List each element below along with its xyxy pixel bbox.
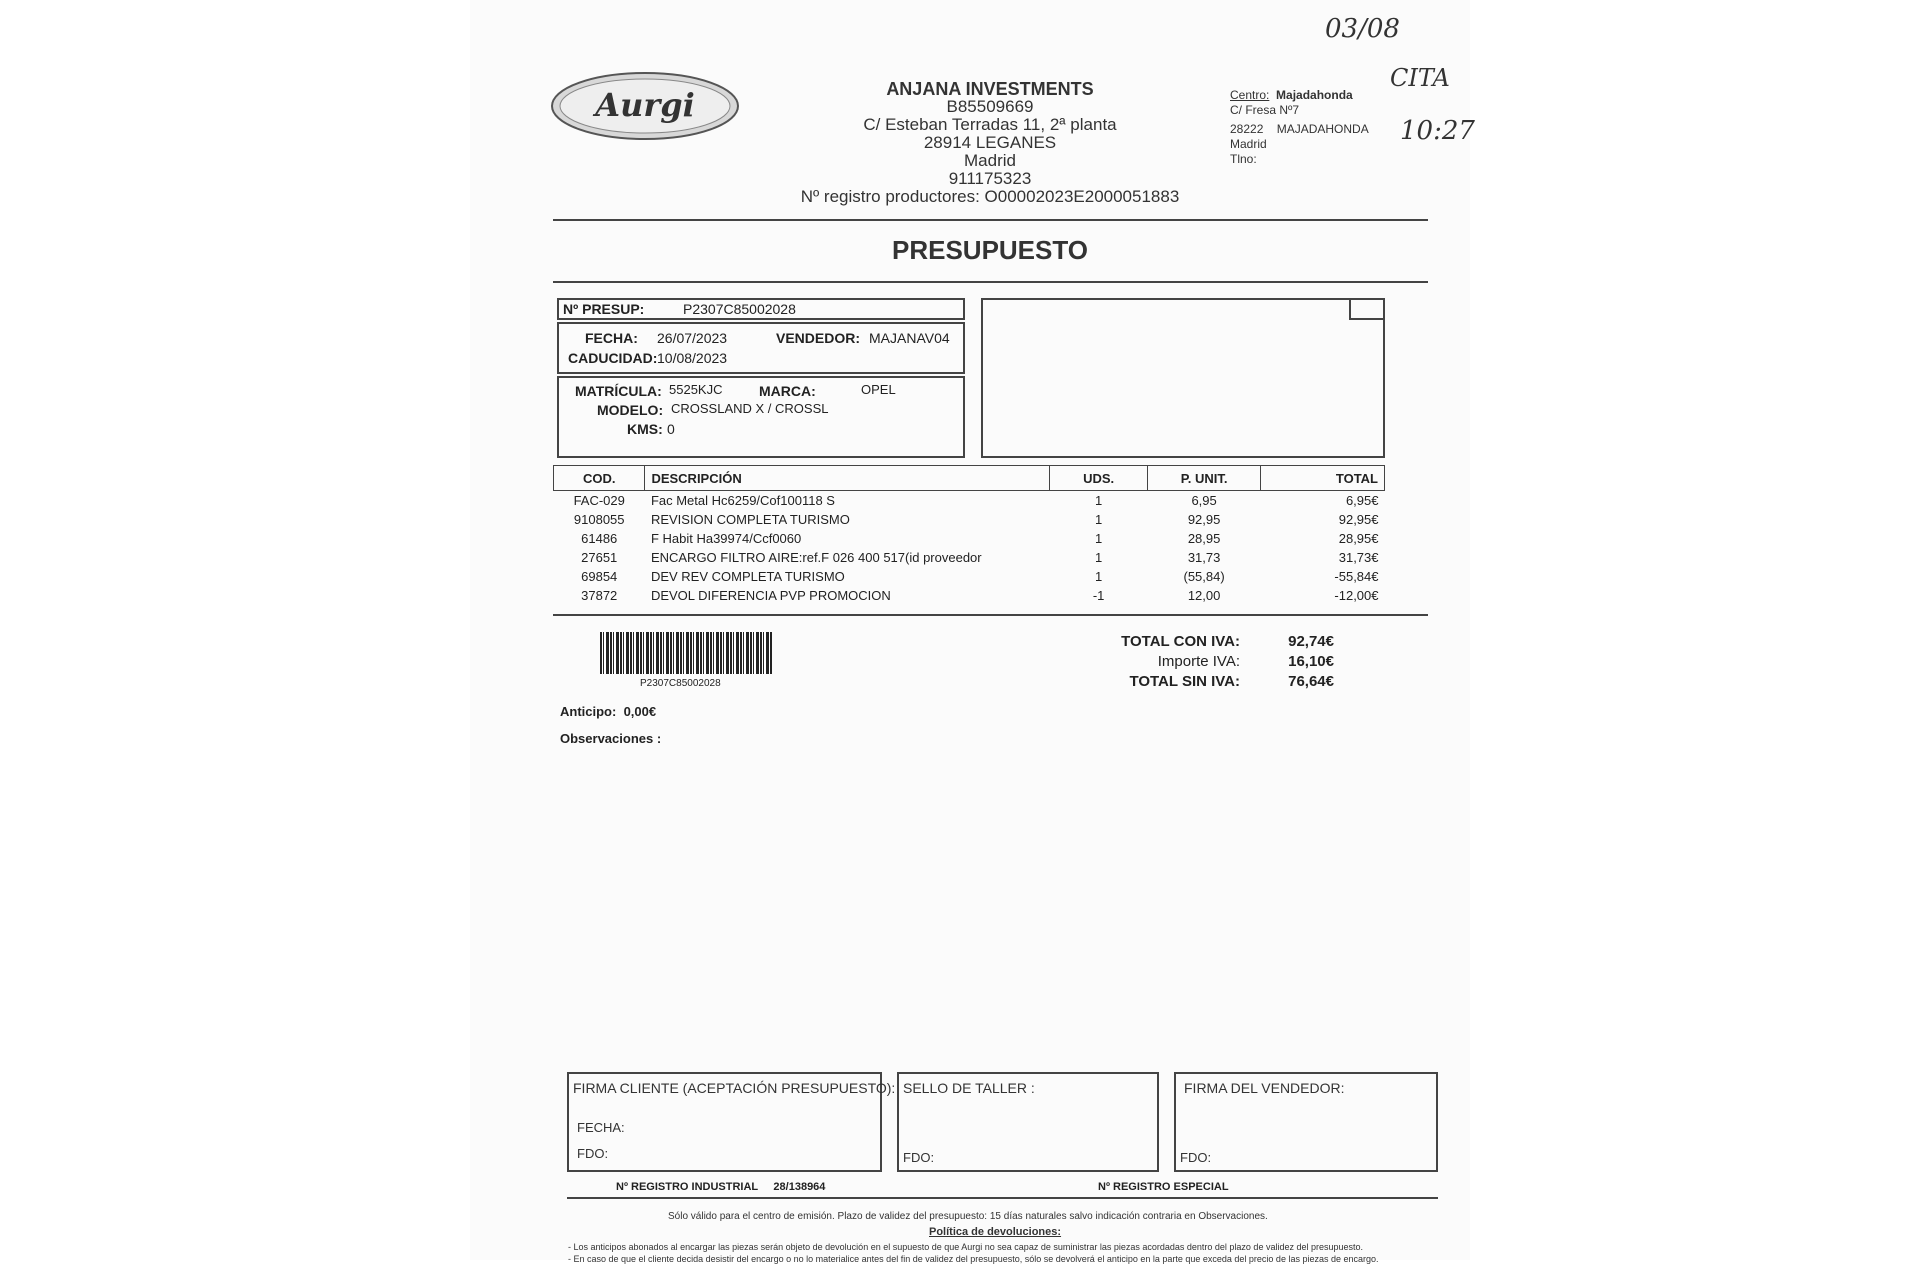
barcode — [600, 632, 772, 674]
barcode-text: P2307C85002028 — [640, 678, 721, 689]
cell-desc: F Habit Ha39974/Ccf0060 — [650, 531, 802, 546]
client-fdo-label: FDO: — [577, 1146, 609, 1161]
items-table — [553, 465, 1385, 605]
workshop-fdo-label: FDO: — [903, 1150, 935, 1165]
cell-punit: 12,00 — [1187, 588, 1221, 603]
seller-label: VENDEDOR: — [776, 330, 861, 346]
company-city: Madrid — [964, 151, 1016, 170]
totals-block — [1090, 633, 1334, 693]
cell-desc: DEVOL DIFERENCIA PVP PROMOCION — [650, 588, 891, 603]
cell-cod: 61486 — [581, 531, 618, 546]
col-total: TOTAL — [1261, 466, 1385, 491]
kms-value: 0 — [667, 421, 675, 437]
cell-cod: FAC-029 — [573, 493, 625, 508]
center-province: Madrid — [1230, 137, 1267, 151]
cell-uds: -1 — [1092, 588, 1105, 603]
handwritten-note: CITA — [1390, 64, 1450, 92]
brand-value: OPEL — [861, 382, 896, 397]
company-cif: B85509669 — [946, 97, 1034, 116]
table-bottom-rule — [553, 614, 1428, 616]
aurgi-logo — [550, 70, 740, 142]
cell-desc: Fac Metal Hc6259/Cof100118 S — [650, 493, 835, 508]
cell-cod: 27651 — [581, 550, 618, 565]
table-row — [554, 491, 1385, 511]
vehicle-box — [557, 376, 965, 458]
client-fecha-label: FECHA: — [577, 1120, 625, 1135]
date-label: FECHA: — [585, 330, 638, 346]
client-signature-title: FIRMA CLIENTE (ACEPTACIÓN PRESUPUESTO): — [573, 1080, 896, 1096]
quote-number-box — [557, 298, 965, 320]
cell-uds: 1 — [1094, 493, 1103, 508]
industrial-registry — [616, 1181, 825, 1193]
policy-line-1: - Los anticipos abonados al encargar las piezas serán objeto de devolución en el supuesto de que Aurgi no sea capaz de suministrar las piezas acordadas dentro del plazo de validez del presupuesto. — [568, 1242, 1364, 1252]
handwritten-date: 03/08 — [1325, 14, 1400, 44]
cell-cod: 9108055 — [573, 512, 625, 527]
cell-desc: REVISION COMPLETA TURISMO — [650, 512, 850, 527]
company-phone: 911175323 — [948, 169, 1032, 188]
observaciones-label: Observaciones : — [560, 731, 662, 746]
table-row — [554, 548, 1385, 567]
handwritten-time: 10:27 — [1400, 116, 1475, 146]
quote-number-label: Nº PRESUP: — [563, 301, 645, 317]
company-registry: Nº registro productores: O00002023E2000051883 — [800, 187, 1180, 206]
industrial-registry-value: 28/138964 — [773, 1181, 826, 1193]
customer-box-corner — [1349, 300, 1383, 320]
seller-code: MAJANAV04 — [869, 330, 950, 346]
company-street: C/ Esteban Terradas 11, 2ª planta — [863, 115, 1117, 134]
cell-cod: 37872 — [581, 588, 618, 603]
center-info — [1230, 88, 1369, 167]
table-header-row — [554, 466, 1385, 491]
center-street: C/ Fresa Nº7 — [1230, 103, 1300, 117]
cell-total: 92,95€ — [1338, 512, 1379, 527]
cell-punit: 6,95 — [1191, 493, 1217, 508]
cell-cod: 69854 — [581, 569, 618, 584]
cell-uds: 1 — [1094, 512, 1103, 527]
total-con-iva: 92,74€ — [1288, 633, 1334, 650]
total-sin-iva-label: TOTAL SIN IVA: — [1129, 673, 1240, 690]
logo-text: Aurgi — [595, 86, 695, 124]
dates-box — [557, 322, 965, 374]
col-uds: UDS. — [1050, 466, 1147, 491]
importe-iva-label: Importe IVA: — [1157, 653, 1240, 670]
seller-signature-box — [1174, 1072, 1438, 1172]
header-rule — [553, 219, 1428, 221]
total-sin-iva: 76,64€ — [1288, 673, 1334, 690]
col-cod: COD. — [554, 466, 645, 491]
plate-value: 5525KJC — [669, 382, 723, 397]
seller-fdo-label: FDO: — [1180, 1150, 1212, 1165]
table-row — [554, 510, 1385, 529]
table-row — [554, 567, 1385, 586]
brand-label: MARCA: — [759, 383, 816, 399]
doc-title: PRESUPUESTO — [891, 235, 1088, 265]
model-label: MODELO: — [597, 402, 664, 418]
table-row — [554, 529, 1385, 548]
anticipo — [560, 704, 656, 719]
company-name: ANJANA INVESTMENTS — [886, 79, 1094, 99]
workshop-title: SELLO DE TALLER : — [903, 1080, 1035, 1096]
special-registry-label: Nº REGISTRO ESPECIAL — [1098, 1181, 1229, 1193]
anticipo-value: 0,00€ — [623, 704, 657, 719]
validity-note: Sólo válido para el centro de emisión. Plazo de validez del presupuesto: 15 días naturales salvo indicación contraria en Observaciones. — [668, 1211, 1268, 1222]
cell-total: 31,73€ — [1338, 550, 1379, 565]
table-row — [554, 586, 1385, 605]
customer-box — [981, 298, 1385, 458]
cell-punit: 92,95 — [1187, 512, 1221, 527]
cell-punit: 31,73 — [1187, 550, 1221, 565]
cell-uds: 1 — [1094, 531, 1103, 546]
returns-policy-title: Política de devoluciones: — [929, 1226, 1062, 1238]
col-descripcion: DESCRIPCIÓN — [645, 466, 1050, 491]
cell-uds: 1 — [1094, 569, 1103, 584]
title-rule — [553, 281, 1428, 283]
cell-total: 6,95€ — [1345, 493, 1379, 508]
cell-desc: DEV REV COMPLETA TURISMO — [650, 569, 845, 584]
center-zip: 28222 — [1230, 122, 1264, 136]
col-punit: P. UNIT. — [1147, 466, 1261, 491]
cell-total: -55,84€ — [1334, 569, 1379, 584]
client-signature-box — [567, 1072, 896, 1172]
expiry-date: 10/08/2023 — [657, 350, 728, 366]
policy-line-2: - En caso de que el cliente decida desistir del encargo o no lo materialice antes del fin de validez del presupuesto, sólo se devolverá el anticipo en la parte que exceda del precio de las piezas de encargo. — [568, 1254, 1379, 1264]
cell-punit: 28,95 — [1187, 531, 1221, 546]
quote-number: P2307C85002028 — [683, 301, 796, 317]
expiry-label: CADUCIDAD: — [568, 350, 658, 366]
center-name: Majadahonda — [1276, 88, 1353, 102]
cell-uds: 1 — [1094, 550, 1103, 565]
center-town: MAJADAHONDA — [1276, 122, 1369, 136]
company-info — [780, 80, 1200, 206]
model-value: CROSSLAND X / CROSSL — [671, 401, 829, 416]
cell-total: -12,00€ — [1334, 588, 1379, 603]
anticipo-label: Anticipo: — [560, 704, 617, 719]
footer-rule — [567, 1197, 1438, 1199]
cell-desc: ENCARGO FILTRO AIRE:ref.F 026 400 517(id proveedor — [650, 550, 982, 565]
industrial-registry-label: Nº REGISTRO INDUSTRIAL — [616, 1181, 759, 1193]
total-con-iva-label: TOTAL CON IVA: — [1121, 633, 1240, 650]
quote-date: 26/07/2023 — [657, 330, 728, 346]
cell-punit: (55,84) — [1183, 569, 1225, 584]
company-postal: 28914 LEGANES — [923, 133, 1057, 152]
plate-label: MATRÍCULA: — [575, 383, 662, 399]
importe-iva: 16,10€ — [1288, 653, 1334, 670]
kms-label: KMS: — [627, 421, 663, 437]
center-label: Centro: — [1230, 88, 1270, 102]
workshop-stamp-box — [897, 1072, 1159, 1172]
center-phone-label: Tlno: — [1230, 152, 1257, 166]
cell-total: 28,95€ — [1338, 531, 1379, 546]
seller-signature-title: FIRMA DEL VENDEDOR: — [1184, 1080, 1345, 1096]
